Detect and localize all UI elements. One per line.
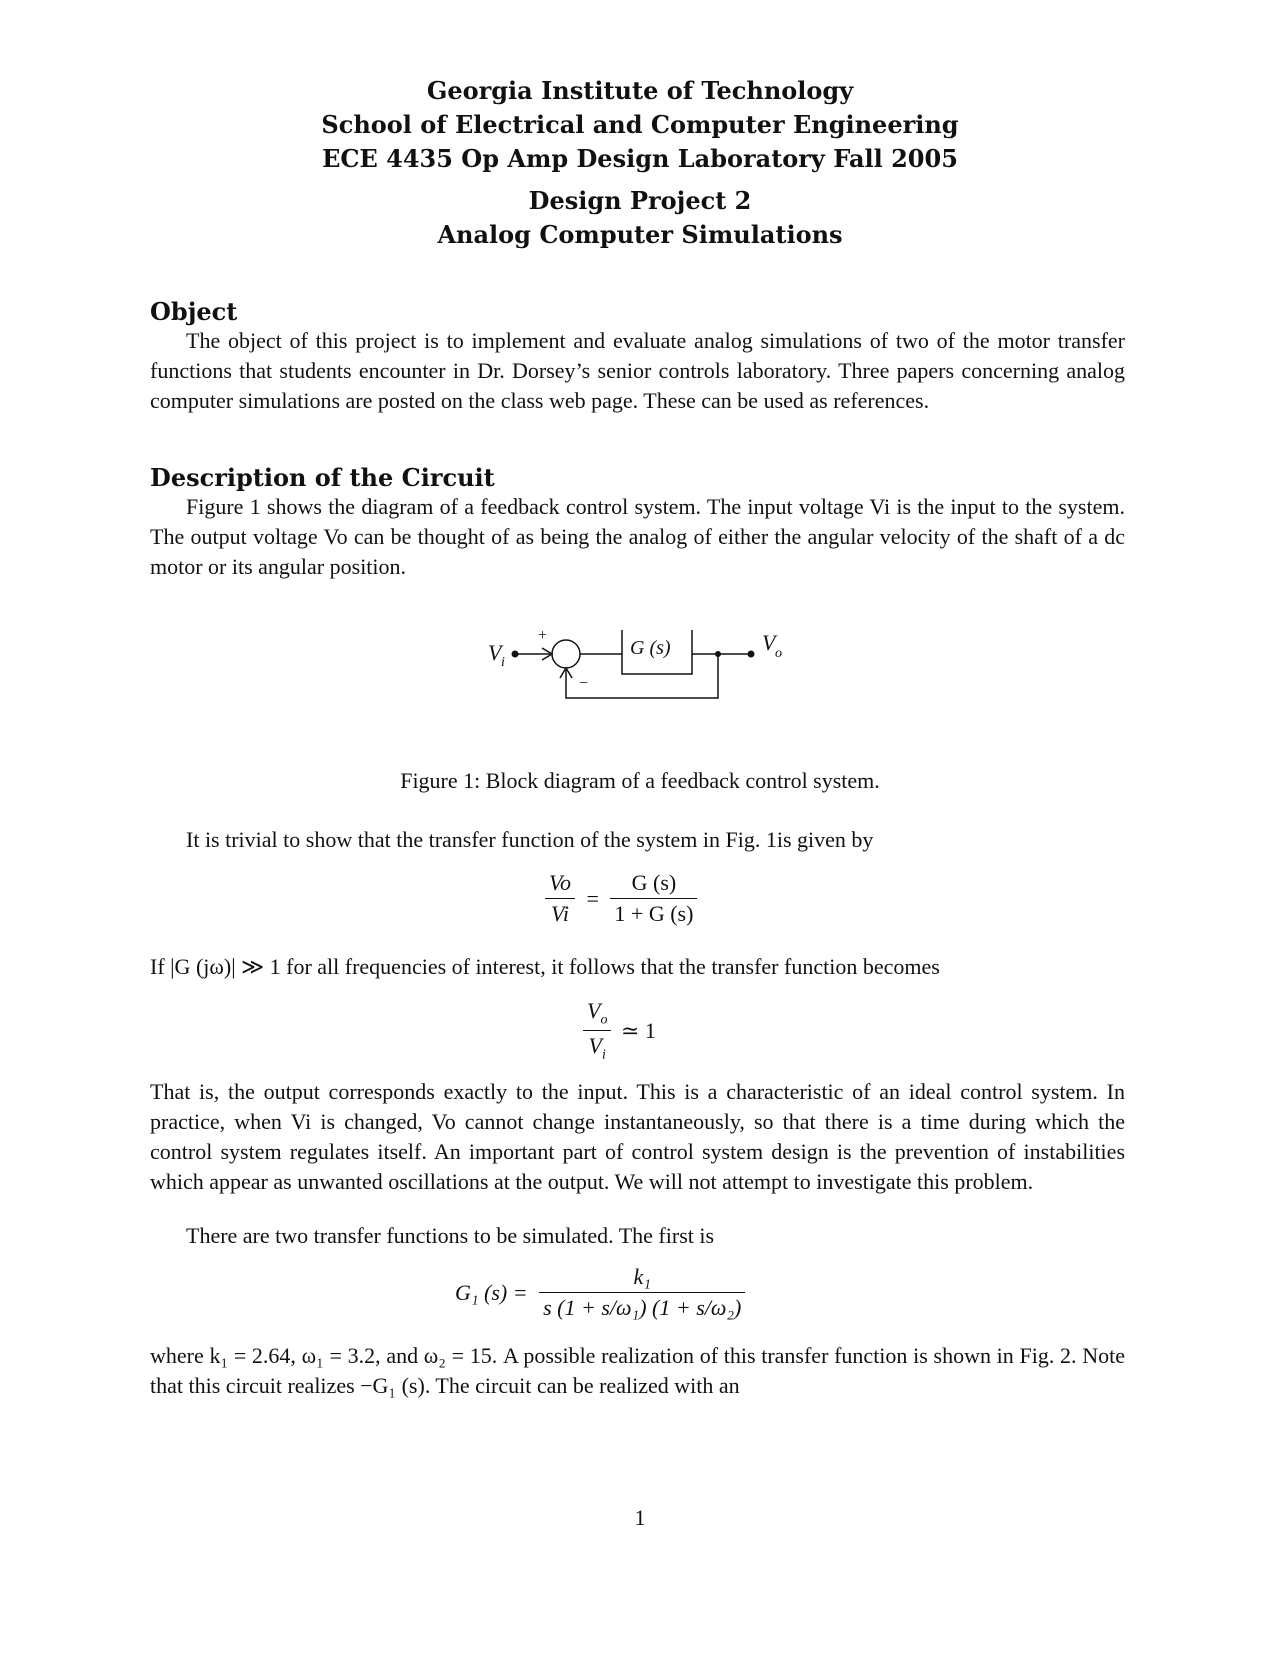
circuit-text: Figure 1 shows the diagram of a feedback control system. The input voltage Vi is the input to the system. The output voltage Vo can be thought of as being the analog of either the angular velocity of the shaft of a dc motor or its angular position.: [150, 494, 1125, 579]
that-paragraph: [150, 1077, 1125, 1197]
eq3-lhs: G₁ (s) =: [455, 1279, 528, 1305]
eq1-lhs-num: Vo: [549, 870, 571, 895]
equation-2: $\frac{V_o}{V_i}$ ≃ 1: [583, 998, 656, 1064]
trivial-paragraph: [150, 825, 1125, 855]
eq1-den: 1 + G (s): [610, 898, 697, 927]
project-title: Design Project 2: [528, 186, 752, 215]
output-label: V: [762, 630, 776, 655]
equation-3: [455, 1264, 745, 1321]
there-text: There are two transfer functions to be simulated. The first is: [186, 1223, 715, 1248]
equation-1: $\frac{Vo}{Vi}$ = $\frac{G (s)}{1 + G (s)}$: [545, 870, 697, 927]
summing-junction: [552, 640, 580, 668]
block-label: G (s): [630, 637, 671, 659]
input-subscript: i: [501, 655, 505, 670]
institution-title: Georgia Institute of Technology: [426, 76, 854, 105]
object-heading: Object: [150, 297, 238, 326]
output-subscript: o: [775, 646, 782, 661]
input-label: V: [488, 640, 502, 665]
feedback-path: [566, 654, 718, 698]
where-paragraph: [150, 1341, 1125, 1401]
course-title: ECE 4435 Op Amp Design Laboratory Fall 2005: [322, 144, 958, 173]
object-text: The object of this project is to implement and evaluate analog simulations of two of the motor transfer functions that students encounter in Dr. Dorsey’s senior controls laboratory. Three papers concerning analog computer simulations are posted on the class web page. These can be used as references.: [150, 328, 1125, 413]
figure-1-caption: Figure 1: Block diagram of a feedback control system.: [400, 768, 880, 793]
if-paragraph: [150, 952, 1125, 982]
page-number: 1: [634, 1505, 646, 1530]
output-node: [748, 651, 755, 658]
circuit-heading: Description of the Circuit: [150, 463, 495, 492]
circuit-paragraph: [150, 492, 1125, 582]
project-subtitle: Analog Computer Simulations: [437, 220, 843, 249]
eq1-lhs-den: Vi: [545, 898, 575, 927]
minus-sign: −: [579, 675, 589, 692]
plus-sign: +: [538, 630, 548, 644]
that-text: That is, the output corresponds exactly to the input. This is a characteristic of an ideal control system. In practice, when Vi is changed, Vo cannot change instantaneously, so that there is a time during which the control system regulates itself. An important part of control system design is the prevention of instabilities which appear as unwanted oscillations at the output. We will not attempt to investigate this problem.: [150, 1079, 1125, 1194]
eq3-num: k₁: [633, 1264, 651, 1289]
school-title: School of Electrical and Computer Engineering: [321, 110, 959, 139]
where-text: where k₁ = 2.64, ω₁ = 3.2, and ω₂ = 15. A possible realization of this transfer function is shown in Fig. 2. Note that this circuit realizes −G₁ (s). The circuit can be realized with an: [150, 1343, 1125, 1398]
eq2-rhs: ≃ 1: [620, 1017, 656, 1043]
if-text: If |G (jω)| ≫ 1 for all frequencies of interest, it follows that the transfer function becomes: [150, 954, 940, 979]
there-paragraph: [150, 1221, 1125, 1251]
trivial-text: It is trivial to show that the transfer function of the system in Fig. 1is given by: [186, 827, 874, 852]
object-paragraph: [150, 326, 1125, 416]
block-diagram-figure: [470, 630, 800, 740]
eq1-num: G (s): [631, 870, 677, 895]
eq3-den: s (1 + s/ω₁) (1 + s/ω₂): [539, 1292, 745, 1321]
